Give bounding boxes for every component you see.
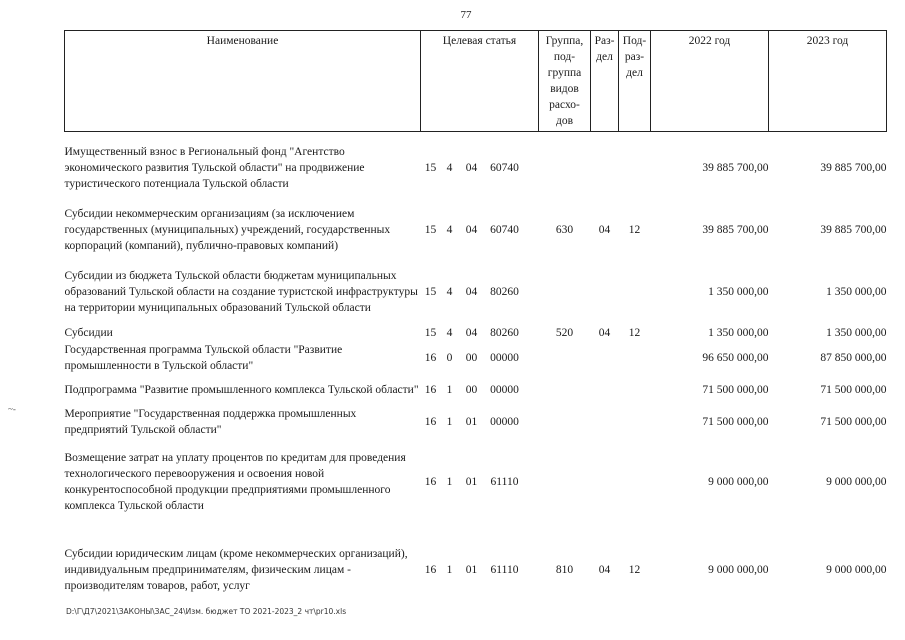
row-name: Субсидии из бюджета Тульской области бюджетам муниципальных образований Тульской области на создание туристской инфраструктуры на территории муниципальных образований Тульской области xyxy=(64,269,418,314)
amount-2022: 71 500 000,00 xyxy=(702,383,769,396)
table-row xyxy=(65,406,887,438)
target-code-part: 61110 xyxy=(490,475,519,488)
target-code-part: 16 xyxy=(424,475,437,488)
amount-2022: 1 350 000,00 xyxy=(708,285,769,298)
subsection: 12 xyxy=(628,326,641,339)
expense-group: 520 xyxy=(555,326,574,339)
target-code-part: 15 xyxy=(424,326,437,339)
expense-group xyxy=(539,132,591,196)
target-code-part: 00000 xyxy=(490,415,519,428)
target-code-part: 1 xyxy=(446,415,453,428)
target-code-part: 15 xyxy=(424,161,437,174)
amount-2022: 71 500 000,00 xyxy=(702,415,769,428)
target-code-part: 1 xyxy=(446,383,453,396)
target-code-part: 4 xyxy=(446,326,453,339)
expense-group: 630 xyxy=(555,223,574,236)
row-name: Субсидии xyxy=(64,326,113,339)
target-code xyxy=(421,196,539,260)
subsection: 12 xyxy=(628,563,641,576)
target-code xyxy=(421,438,539,518)
row-name: Имущественный взнос в Региональный фонд "Агентство экономического развития Тульской области" на продвижение туристического потенциала Тульской области xyxy=(64,145,365,190)
header-2023: 2023 год xyxy=(769,31,887,132)
table-row xyxy=(65,324,887,342)
target-code-part: 15 xyxy=(424,285,437,298)
target-code-part: 04 xyxy=(465,161,478,174)
amount-2023: 71 500 000,00 xyxy=(820,383,887,396)
row-name: Мероприятие "Государственная поддержка промышленных предприятий Тульской области" xyxy=(64,407,357,436)
header-target: Целевая статья xyxy=(421,31,539,132)
target-code-part: 61110 xyxy=(490,563,519,576)
subsection xyxy=(619,374,651,406)
target-code xyxy=(421,374,539,406)
section xyxy=(591,342,619,374)
target-code xyxy=(421,518,539,598)
amount-2023: 9 000 000,00 xyxy=(826,563,887,576)
target-code-part: 04 xyxy=(465,285,478,298)
expense-group: 810 xyxy=(555,563,574,576)
expense-group xyxy=(539,260,591,324)
subsection: 12 xyxy=(628,223,641,236)
header-section: Раз- дел xyxy=(591,31,619,132)
target-code-part: 00000 xyxy=(490,383,519,396)
margin-mark: ~- xyxy=(8,404,16,414)
target-code-part: 16 xyxy=(424,383,437,396)
amount-2023: 39 885 700,00 xyxy=(820,161,887,174)
target-code xyxy=(421,406,539,438)
target-code-part: 01 xyxy=(465,415,478,428)
row-name: Субсидии юридическим лицам (кроме некоммерческих организаций), индивидуальным предпринимателям, физическим лицам - производителям товаров, работ, услуг xyxy=(64,547,408,592)
section xyxy=(591,438,619,518)
amount-2022: 39 885 700,00 xyxy=(702,161,769,174)
target-code-part: 16 xyxy=(424,351,437,364)
expense-group xyxy=(539,342,591,374)
target-code xyxy=(421,260,539,324)
target-code xyxy=(421,324,539,342)
target-code-part: 1 xyxy=(446,475,453,488)
target-code-part: 1 xyxy=(446,563,453,576)
amount-2023: 1 350 000,00 xyxy=(826,326,887,339)
header-subsection: Под- раз- дел xyxy=(619,31,651,132)
target-code-part: 04 xyxy=(465,223,478,236)
amount-2022: 39 885 700,00 xyxy=(702,223,769,236)
target-code-part: 00000 xyxy=(490,351,519,364)
target-code-part: 60740 xyxy=(490,161,519,174)
amount-2022: 9 000 000,00 xyxy=(708,563,769,576)
table-row xyxy=(65,342,887,374)
target-code-part: 01 xyxy=(465,475,478,488)
budget-table xyxy=(64,30,887,598)
subsection xyxy=(619,438,651,518)
target-code-part: 80260 xyxy=(490,285,519,298)
target-code-part: 01 xyxy=(465,563,478,576)
header-group: Группа, под- группа видов расхо- дов xyxy=(539,31,591,132)
table-row xyxy=(65,196,887,260)
target-code-part: 00 xyxy=(465,383,478,396)
section xyxy=(591,132,619,196)
table-header-row xyxy=(65,31,887,132)
row-name: Возмещение затрат на уплату процентов по кредитам для проведения технологического перевооружения и освоения новой конкурентоспособной продукции предприятиями промышленного комплекса Тульской области xyxy=(64,451,406,512)
page-number: 77 xyxy=(460,9,472,21)
file-path-footer: D:\Г\Д7\2021\ЗАКОНЫ\ЗАС_24\Изм. бюджет ТО 2021-2023_2 чт\pr10.xls xyxy=(66,607,347,616)
row-name: Государственная программа Тульской области "Развитие промышленности в Тульской области" xyxy=(64,343,343,372)
target-code-part: 4 xyxy=(446,223,453,236)
amount-2022: 96 650 000,00 xyxy=(702,351,769,364)
target-code-part: 16 xyxy=(424,415,437,428)
target-code-part: 4 xyxy=(446,285,453,298)
section: 04 xyxy=(598,326,611,339)
section xyxy=(591,374,619,406)
amount-2023: 71 500 000,00 xyxy=(820,415,887,428)
section xyxy=(591,406,619,438)
expense-group xyxy=(539,406,591,438)
subsection xyxy=(619,406,651,438)
amount-2023: 39 885 700,00 xyxy=(820,223,887,236)
section xyxy=(591,260,619,324)
header-name: Наименование xyxy=(65,31,421,132)
table-row xyxy=(65,438,887,518)
subsection xyxy=(619,132,651,196)
target-code-part: 0 xyxy=(446,351,453,364)
target-code-part: 15 xyxy=(424,223,437,236)
section: 04 xyxy=(598,223,611,236)
table-row xyxy=(65,518,887,598)
row-name: Подпрограмма "Развитие промышленного комплекса Тульской области" xyxy=(64,383,419,396)
header-2022: 2022 год xyxy=(651,31,769,132)
amount-2022: 1 350 000,00 xyxy=(708,326,769,339)
expense-group xyxy=(539,438,591,518)
amount-2022: 9 000 000,00 xyxy=(708,475,769,488)
target-code-part: 60740 xyxy=(490,223,519,236)
subsection xyxy=(619,260,651,324)
target-code-part: 4 xyxy=(446,161,453,174)
amount-2023: 9 000 000,00 xyxy=(826,475,887,488)
row-name: Субсидии некоммерческим организациям (за исключением государственных (муниципальных) учреждений, государственных корпораций (компаний), публично-правовых компаний) xyxy=(64,207,391,252)
target-code xyxy=(421,342,539,374)
expense-group xyxy=(539,374,591,406)
table-row xyxy=(65,260,887,324)
table-row xyxy=(65,374,887,406)
target-code-part: 16 xyxy=(424,563,437,576)
section: 04 xyxy=(598,563,611,576)
amount-2023: 87 850 000,00 xyxy=(820,351,887,364)
target-code-part: 80260 xyxy=(490,326,519,339)
amount-2023: 1 350 000,00 xyxy=(826,285,887,298)
subsection xyxy=(619,342,651,374)
target-code xyxy=(421,132,539,196)
target-code-part: 00 xyxy=(465,351,478,364)
table-row xyxy=(65,132,887,196)
target-code-part: 04 xyxy=(465,326,478,339)
